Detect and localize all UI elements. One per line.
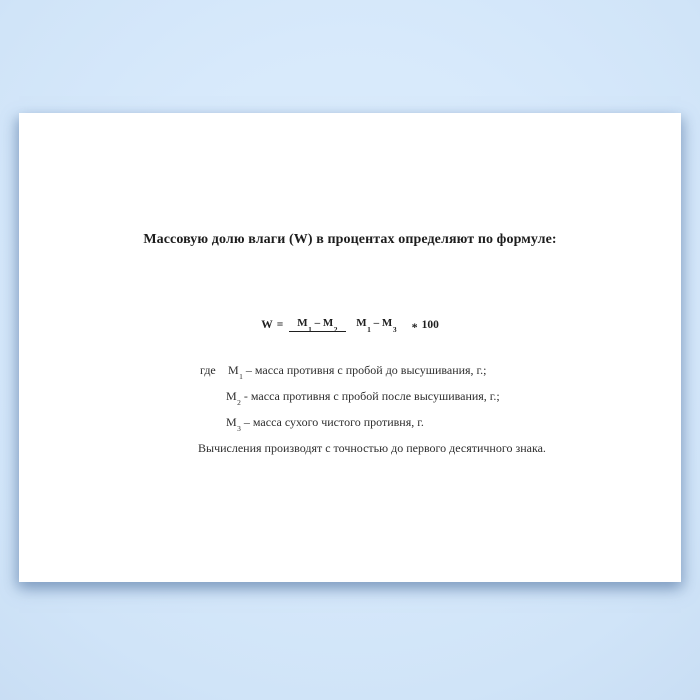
moisture-formula (19, 317, 681, 332)
document-title: Массовую долю влаги (W) в процентах определяют по формуле: (143, 232, 557, 247)
denominator-sub3: 3 (392, 324, 397, 334)
formula-numerator (289, 317, 345, 332)
document-page (19, 113, 681, 582)
numerator-m1: М (297, 317, 308, 330)
precision-note: Вычисления производят с точностью до первого десятичного знака. (198, 441, 546, 455)
formula-variable-w: W (261, 318, 273, 331)
denominator-m3: М (381, 317, 393, 330)
formula-fraction (289, 317, 404, 334)
numerator-minus: – (314, 317, 321, 330)
formula-equals-sign: = (276, 318, 284, 331)
formula-factor-100: 100 (421, 318, 439, 331)
denominator-sub1: 1 (367, 324, 371, 334)
legend-m3-symbol: М (226, 415, 237, 429)
legend-item-m3 (226, 415, 500, 434)
formula-legend (200, 363, 500, 441)
formula-multiply-sign: * (411, 320, 418, 334)
numerator-sub2: 2 (333, 324, 338, 334)
denominator-m1: М (356, 317, 367, 330)
legend-item-m1 (200, 363, 500, 382)
legend-item-m2 (226, 389, 500, 408)
legend-m1-sub: 1 (239, 372, 243, 382)
legend-m3-sub: 3 (237, 424, 241, 434)
legend-prefix: где (200, 363, 216, 377)
legend-m2-sub: 2 (237, 398, 241, 408)
legend-m2-description: - масса противня с пробой после высушивания, г.; (243, 389, 500, 403)
legend-m1-symbol: М (228, 363, 239, 377)
formula-denominator (348, 315, 404, 334)
legend-m2-symbol: М (226, 389, 237, 403)
numerator-m2: М (322, 317, 334, 330)
legend-m3-description: – масса сухого чистого противня, г. (243, 415, 424, 429)
numerator-sub1: 1 (308, 324, 312, 334)
legend-m1-description: – масса противня с пробой до высушивания, г.; (245, 363, 487, 377)
denominator-minus: – (373, 317, 380, 330)
